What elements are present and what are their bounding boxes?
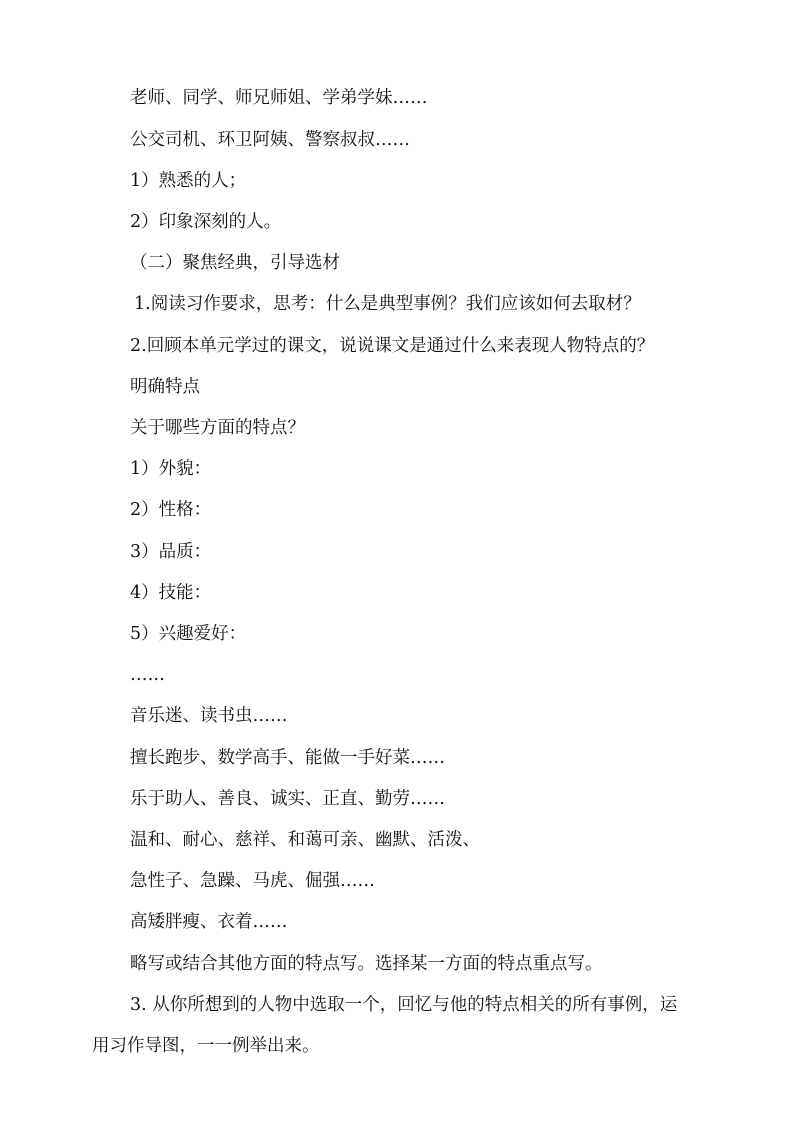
section-heading: （二）聚焦经典，引导选材 [130,253,340,273]
list-item: 2）性格： [130,500,212,520]
text-line: 擅长跑步、数学高手、能做一手好菜…… [130,748,445,768]
list-item: 1）外貌： [130,459,212,479]
text-line: 1.阅读习作要求，思考：什么是典型事例？我们应该如何去取材？ [134,294,641,314]
text-line: 用习作导图，一一例举出来。 [92,1036,320,1056]
text-line: 老师、同学、师兄师姐、学弟学妹…… [130,88,428,108]
text-line: 公交司机、环卫阿姨、警察叔叔…… [130,130,410,150]
list-item: 4）技能： [130,583,212,603]
text-line: 2.回顾本单元学过的课文，说说课文是通过什么来表现人物特点的？ [130,336,655,356]
text-line: …… [130,665,165,685]
text-line: 音乐迷、读书虫…… [130,706,288,726]
text-line: 关于哪些方面的特点？ [130,418,305,438]
text-line: 略写或结合其他方面的特点写。选择某一方面的特点重点写。 [130,954,603,974]
text-line: 乐于助人、善良、诚实、正直、勤劳…… [130,789,445,809]
list-item: 3）品质： [130,542,212,562]
list-item: 5）兴趣爱好： [130,624,247,644]
text-line: 2）印象深刻的人。 [130,212,282,232]
text-line: 3. 从你所想到的人物中选取一个，回忆与他的特点相关的所有事例，运 [130,995,678,1015]
text-line: 高矮胖瘦、衣着…… [130,912,288,932]
text-line: 明确特点 [130,377,200,397]
text-line: 急性子、急躁、马虎、倔强…… [130,871,375,891]
text-line: 1）熟悉的人； [130,171,247,191]
text-line: 温和、耐心、慈祥、和蔼可亲、幽默、活泼、 [130,830,480,850]
